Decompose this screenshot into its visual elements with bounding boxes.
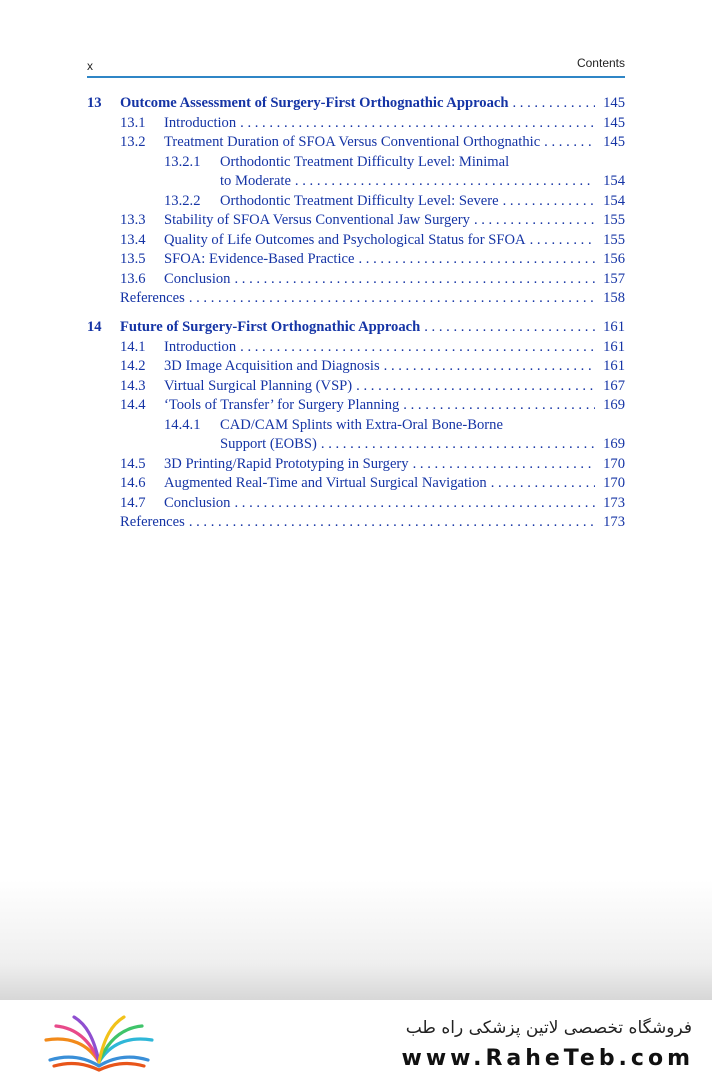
toc-entry-number: 13.2 bbox=[120, 134, 146, 150]
toc-entry[interactable] bbox=[87, 455, 625, 475]
toc-page-number: 156 bbox=[603, 251, 625, 267]
toc-page-number: 173 bbox=[603, 494, 625, 511]
toc-entry[interactable] bbox=[87, 270, 625, 290]
toc-page-number: 169 bbox=[603, 397, 625, 413]
open-book-icon bbox=[40, 1014, 158, 1072]
toc-entry-title: Introduction bbox=[164, 114, 237, 131]
toc-entry-number: 14 bbox=[87, 319, 102, 335]
toc-chapter-entry[interactable] bbox=[87, 318, 625, 338]
toc-page-number: 145 bbox=[603, 134, 625, 150]
toc-entry-title: References bbox=[120, 514, 185, 530]
toc-entry-number: 13.2.2 bbox=[164, 192, 201, 209]
toc-page-number: 170 bbox=[603, 475, 625, 491]
dot-leader bbox=[474, 211, 595, 231]
toc-entry-title: 3D Image Acquisition and Diagnosis bbox=[164, 358, 380, 374]
dot-leader bbox=[240, 338, 595, 358]
toc-page-number: 155 bbox=[603, 212, 625, 228]
table-of-contents bbox=[87, 94, 625, 533]
toc-entry[interactable] bbox=[87, 172, 625, 192]
toc-entry-title: Orthodontic Treatment Difficulty Level: Severe bbox=[220, 192, 499, 209]
dot-leader bbox=[358, 250, 595, 270]
toc-entry[interactable] bbox=[87, 377, 625, 397]
toc-entry[interactable] bbox=[87, 494, 625, 514]
toc-page-number: 154 bbox=[603, 192, 625, 209]
toc-entry-title: Stability of SFOA Versus Conventional Jaw Surgery bbox=[164, 212, 470, 228]
dot-leader bbox=[424, 318, 595, 338]
toc-page-number: 154 bbox=[603, 173, 625, 189]
dot-leader bbox=[295, 172, 595, 192]
dot-leader bbox=[512, 94, 595, 114]
toc-entry[interactable] bbox=[87, 338, 625, 358]
toc-page-number: 173 bbox=[603, 514, 625, 530]
page-shadow bbox=[0, 880, 712, 1000]
toc-entry-number: 14.4 bbox=[120, 397, 146, 413]
toc-entry-number: 13.6 bbox=[120, 270, 146, 287]
toc-entry-number: 14.3 bbox=[120, 377, 146, 394]
toc-entry-title: to Moderate bbox=[220, 173, 291, 189]
running-title: Contents bbox=[576, 56, 625, 70]
toc-entry-number: 14.5 bbox=[120, 455, 146, 472]
toc-entry-title: Quality of Life Outcomes and Psychological Status for SFOA bbox=[164, 231, 526, 248]
toc-entry[interactable] bbox=[87, 513, 625, 533]
running-header bbox=[87, 56, 625, 76]
header-rule bbox=[87, 76, 625, 78]
toc-page-number: 170 bbox=[603, 455, 625, 472]
toc-entry-number: 13.1 bbox=[120, 114, 146, 131]
dot-leader bbox=[491, 474, 595, 494]
toc-entry-title: Future of Surgery-First Orthognathic Approach bbox=[120, 319, 421, 335]
toc-entry-number: 13 bbox=[87, 95, 102, 111]
toc-page-number: 145 bbox=[603, 114, 625, 131]
toc-entry-title: Treatment Duration of SFOA Versus Conventional Orthognathic bbox=[164, 134, 541, 150]
toc-entry-number: 14.6 bbox=[120, 475, 146, 491]
toc-entry-title: Conclusion bbox=[164, 494, 231, 511]
dot-leader bbox=[403, 396, 595, 416]
toc-page-number: 167 bbox=[603, 377, 625, 394]
website-link[interactable]: www.RaheTeb.com bbox=[401, 1046, 694, 1071]
toc-entry[interactable] bbox=[87, 396, 625, 416]
toc-page-number: 157 bbox=[603, 270, 625, 287]
toc-entry-number: 13.3 bbox=[120, 212, 146, 228]
dot-leader bbox=[530, 231, 595, 251]
toc-entry-number: 14.7 bbox=[120, 494, 146, 511]
dot-leader bbox=[234, 270, 595, 290]
dot-leader bbox=[356, 377, 595, 397]
toc-page-number: 161 bbox=[603, 319, 625, 335]
toc-page-number: 161 bbox=[603, 358, 625, 374]
toc-entry-title: Conclusion bbox=[164, 270, 231, 287]
toc-entry-title: Augmented Real-Time and Virtual Surgical Navigation bbox=[164, 475, 487, 491]
toc-entry[interactable] bbox=[87, 133, 625, 153]
toc-entry[interactable] bbox=[87, 416, 625, 436]
toc-entry-title: References bbox=[120, 290, 185, 306]
toc-page-number: 158 bbox=[603, 290, 625, 306]
toc-entry[interactable] bbox=[87, 435, 625, 455]
chapter-gap bbox=[87, 309, 625, 319]
watermark-banner bbox=[0, 1000, 712, 1079]
store-name: فروشگاه تخصصی لاتین پزشکی راه طب bbox=[405, 1018, 692, 1038]
toc-entry[interactable] bbox=[87, 153, 625, 173]
dot-leader bbox=[189, 289, 595, 309]
toc-entry[interactable] bbox=[87, 211, 625, 231]
dot-leader bbox=[189, 513, 595, 533]
dot-leader bbox=[384, 357, 595, 377]
toc-entry-number: 13.5 bbox=[120, 251, 146, 267]
dot-leader bbox=[234, 494, 595, 514]
toc-entry-title: SFOA: Evidence-Based Practice bbox=[164, 251, 355, 267]
toc-entry-title: Orthodontic Treatment Difficulty Level: Minimal bbox=[220, 153, 510, 170]
toc-page-number: 161 bbox=[603, 338, 625, 355]
toc-entry[interactable] bbox=[87, 357, 625, 377]
dot-leader bbox=[240, 114, 595, 134]
toc-entry-number: 14.1 bbox=[120, 338, 146, 355]
toc-entry[interactable] bbox=[87, 192, 625, 212]
toc-entry-title: Virtual Surgical Planning (VSP) bbox=[164, 377, 353, 394]
toc-entry-title: Outcome Assessment of Surgery-First Orthognathic Approach bbox=[120, 95, 509, 111]
dot-leader bbox=[503, 192, 595, 212]
toc-chapter-entry[interactable] bbox=[87, 94, 625, 114]
dot-leader bbox=[413, 455, 595, 475]
toc-entry-number: 14.2 bbox=[120, 358, 146, 374]
toc-entry[interactable] bbox=[87, 289, 625, 309]
toc-entry-number: 13.4 bbox=[120, 231, 146, 248]
toc-page-number: 145 bbox=[603, 95, 625, 111]
page-number: x bbox=[87, 59, 93, 73]
toc-entry-number: 13.2.1 bbox=[164, 153, 201, 170]
dot-leader bbox=[544, 133, 595, 153]
toc-entry[interactable] bbox=[87, 250, 625, 270]
toc-entry[interactable] bbox=[87, 474, 625, 494]
toc-page-number: 155 bbox=[603, 231, 625, 248]
toc-entry[interactable] bbox=[87, 114, 625, 134]
toc-entry-title: Introduction bbox=[164, 338, 237, 355]
toc-entry-number: 14.4.1 bbox=[164, 416, 201, 433]
toc-entry-title: ‘Tools of Transfer’ for Surgery Planning bbox=[164, 397, 400, 413]
toc-entry[interactable] bbox=[87, 231, 625, 251]
dot-leader bbox=[321, 435, 595, 455]
toc-entry-title: CAD/CAM Splints with Extra-Oral Bone-Borne bbox=[220, 416, 503, 433]
toc-page-number: 169 bbox=[603, 436, 625, 452]
toc-entry-title: Support (EOBS) bbox=[220, 436, 317, 452]
toc-entry-title: 3D Printing/Rapid Prototyping in Surgery bbox=[164, 455, 409, 472]
